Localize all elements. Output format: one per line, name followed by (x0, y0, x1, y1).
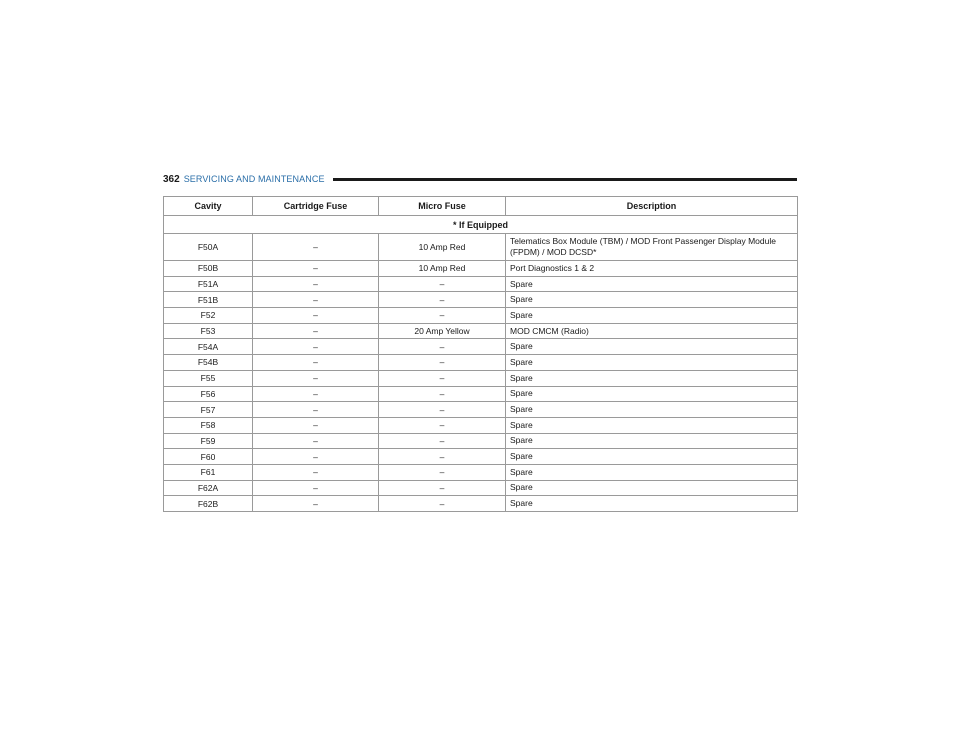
header-micro-fuse: Micro Fuse (379, 197, 506, 216)
table-row (164, 464, 798, 480)
cell-cavity: F54B (164, 355, 253, 371)
table-row (164, 261, 798, 277)
cell-cartridge-fuse: – (253, 323, 379, 339)
fuse-table (163, 196, 798, 512)
cell-cavity: F61 (164, 464, 253, 480)
cell-micro-fuse: 20 Amp Yellow (379, 323, 506, 339)
cell-cavity: F54A (164, 339, 253, 355)
cell-cartridge-fuse: – (253, 308, 379, 324)
cell-description: Spare (506, 355, 798, 371)
table-row (164, 402, 798, 418)
cell-micro-fuse: – (379, 496, 506, 512)
table-row (164, 308, 798, 324)
cell-micro-fuse: – (379, 417, 506, 433)
table-row (164, 449, 798, 465)
cell-cavity: F51B (164, 292, 253, 308)
table-row (164, 417, 798, 433)
table-row (164, 480, 798, 496)
cell-cartridge-fuse: – (253, 386, 379, 402)
table-row (164, 355, 798, 371)
table-row (164, 323, 798, 339)
table-note-row (164, 216, 798, 234)
cell-description: Spare (506, 276, 798, 292)
cell-description: Spare (506, 370, 798, 386)
cell-description: Spare (506, 480, 798, 496)
cell-cavity: F56 (164, 386, 253, 402)
cell-micro-fuse: – (379, 464, 506, 480)
cell-cartridge-fuse: – (253, 261, 379, 277)
cell-cavity: F60 (164, 449, 253, 465)
cell-cartridge-fuse: – (253, 276, 379, 292)
cell-description: MOD CMCM (Radio) (506, 323, 798, 339)
cell-cavity: F51A (164, 276, 253, 292)
cell-description: Telematics Box Module (TBM) / MOD Front Passenger Display Module (FPDM) / MOD DCSD* (506, 234, 798, 261)
section-title: SERVICING AND MAINTENANCE (183, 174, 325, 184)
cell-description: Spare (506, 449, 798, 465)
table-row (164, 496, 798, 512)
table-header-row (164, 197, 798, 216)
cell-cavity: F50B (164, 261, 253, 277)
cell-cartridge-fuse: – (253, 370, 379, 386)
cell-cartridge-fuse: – (253, 496, 379, 512)
if-equipped-note: * If Equipped (164, 216, 798, 234)
cell-cartridge-fuse: – (253, 449, 379, 465)
cell-description: Port Diagnostics 1 & 2 (506, 261, 798, 277)
cell-cavity: F57 (164, 402, 253, 418)
cell-cartridge-fuse: – (253, 464, 379, 480)
cell-cavity: F53 (164, 323, 253, 339)
cell-cartridge-fuse: – (253, 339, 379, 355)
cell-micro-fuse: – (379, 480, 506, 496)
cell-cavity: F59 (164, 433, 253, 449)
cell-cavity: F55 (164, 370, 253, 386)
cell-micro-fuse: – (379, 308, 506, 324)
cell-cartridge-fuse: – (253, 292, 379, 308)
cell-description: Spare (506, 386, 798, 402)
cell-cavity: F50A (164, 234, 253, 261)
cell-cartridge-fuse: – (253, 480, 379, 496)
page-header (163, 172, 797, 186)
cell-description: Spare (506, 417, 798, 433)
table-row (164, 386, 798, 402)
cell-cartridge-fuse: – (253, 355, 379, 371)
cell-description: Spare (506, 339, 798, 355)
cell-cartridge-fuse: – (253, 433, 379, 449)
cell-cavity: F52 (164, 308, 253, 324)
header-cavity: Cavity (164, 197, 253, 216)
cell-description: Spare (506, 292, 798, 308)
cell-micro-fuse: 10 Amp Red (379, 261, 506, 277)
cell-micro-fuse: – (379, 292, 506, 308)
cell-micro-fuse: – (379, 276, 506, 292)
page-number: 362 (163, 173, 180, 185)
table-row (164, 292, 798, 308)
cell-description: Spare (506, 308, 798, 324)
cell-cavity: F58 (164, 417, 253, 433)
cell-micro-fuse: – (379, 355, 506, 371)
cell-cavity: F62A (164, 480, 253, 496)
cell-micro-fuse: – (379, 433, 506, 449)
table-row (164, 276, 798, 292)
cell-micro-fuse: – (379, 402, 506, 418)
header-description: Description (506, 197, 798, 216)
cell-description: Spare (506, 433, 798, 449)
table-row (164, 339, 798, 355)
cell-description: Spare (506, 496, 798, 512)
header-divider (333, 178, 797, 181)
cell-cartridge-fuse: – (253, 234, 379, 261)
cell-description: Spare (506, 402, 798, 418)
cell-description: Spare (506, 464, 798, 480)
cell-micro-fuse: – (379, 339, 506, 355)
cell-micro-fuse: 10 Amp Red (379, 234, 506, 261)
cell-cavity: F62B (164, 496, 253, 512)
cell-micro-fuse: – (379, 386, 506, 402)
table-row (164, 234, 798, 261)
cell-cartridge-fuse: – (253, 417, 379, 433)
cell-micro-fuse: – (379, 370, 506, 386)
cell-micro-fuse: – (379, 449, 506, 465)
cell-cartridge-fuse: – (253, 402, 379, 418)
header-cartridge-fuse: Cartridge Fuse (253, 197, 379, 216)
table-row (164, 433, 798, 449)
table-row (164, 370, 798, 386)
